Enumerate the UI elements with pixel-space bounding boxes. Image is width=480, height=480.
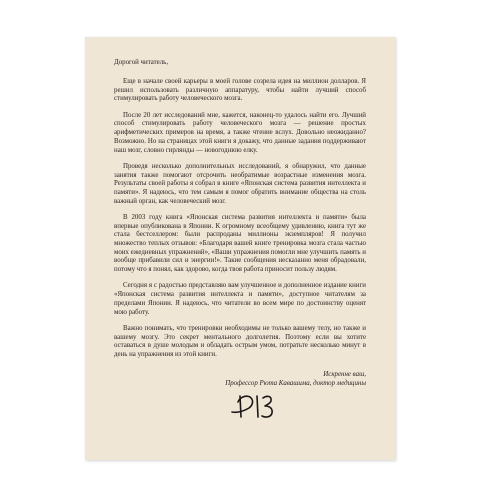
paragraph-1: Еще в начале своей карьеры в моей голове созрела идея на миллион долларов. Я решил использовать различную аппаратуру, чтобы найти лучший способ стимулировать работу человеческого мозга. — [114, 78, 366, 103]
closing-block — [114, 370, 366, 388]
paragraph-2: После 20 лет исследований мне, кажется, наконец-то удалось найти его. Лучший способ стимулировать работу человеческого мозга — решение простых арифметических примеров на время, а также чтение вслух. Довольно неожиданно? Возможно. Но на страницах этой книги я докажу, что данные задания поддерживают наш мозг, словно гирлянды — новогоднюю елку. — [114, 111, 366, 154]
paragraph-5: Сегодня я с радостью представляю вам улучшенное и дополненное издание книги «Японская система развития интеллекта и памяти», доступное читателям за пределами Японии. Я надеюсь, что читатели во всем мире по достоинству оценят мою работу. — [114, 282, 366, 316]
paragraph-3: Проведя несколько дополнительных исследований, я обнаружил, что данные занятия также помогают отсрочить необратимые возрастные изменения мозга. Результаты своей работы я собрал в книге «Японская система развития интеллекта и памяти». Я надеюсь, что тем самым я помог обратить внимание общества на столь важный орган, как человеческий мозг. — [114, 162, 366, 205]
paragraph-4: В 2003 году книга «Японская система развития интеллекта и памяти» была впервые опубликована в Японии. К огромному всеобщему удивлению, книга тут же стала бестселлером: были распроданы миллионы экземпляров! Я получил множество теплых отзывов: «Благодаря вашей книге тренировка мозга стала частью моих ежедневных упражнений», «Ваши упражнения помогли мне улучшить память и вообще прибавили сил и энергии!». Такие сообщения несказанно меня обрадовали, потому что я понял, как здорово, когда твоя работа приносит пользу людям. — [114, 213, 366, 274]
salutation: Дорогой читатель, — [114, 59, 169, 66]
paragraph-6: Важно понимать, что тренировки необходимы не только вашему телу, но также и вашему мозгу. Это секрет ментального долголетия. Поэтому если вы хотите оставаться в душе молодым и обладать острым умом, потратьте несколько минут в день на упражнения из этой книги. — [114, 324, 366, 358]
signer-line: Профессор Рюта Кавашима, доктор медицины — [225, 379, 366, 387]
closing-line: Искренне ваш, — [323, 370, 366, 378]
letter-page — [85, 37, 395, 460]
handwritten-signature — [229, 390, 283, 420]
